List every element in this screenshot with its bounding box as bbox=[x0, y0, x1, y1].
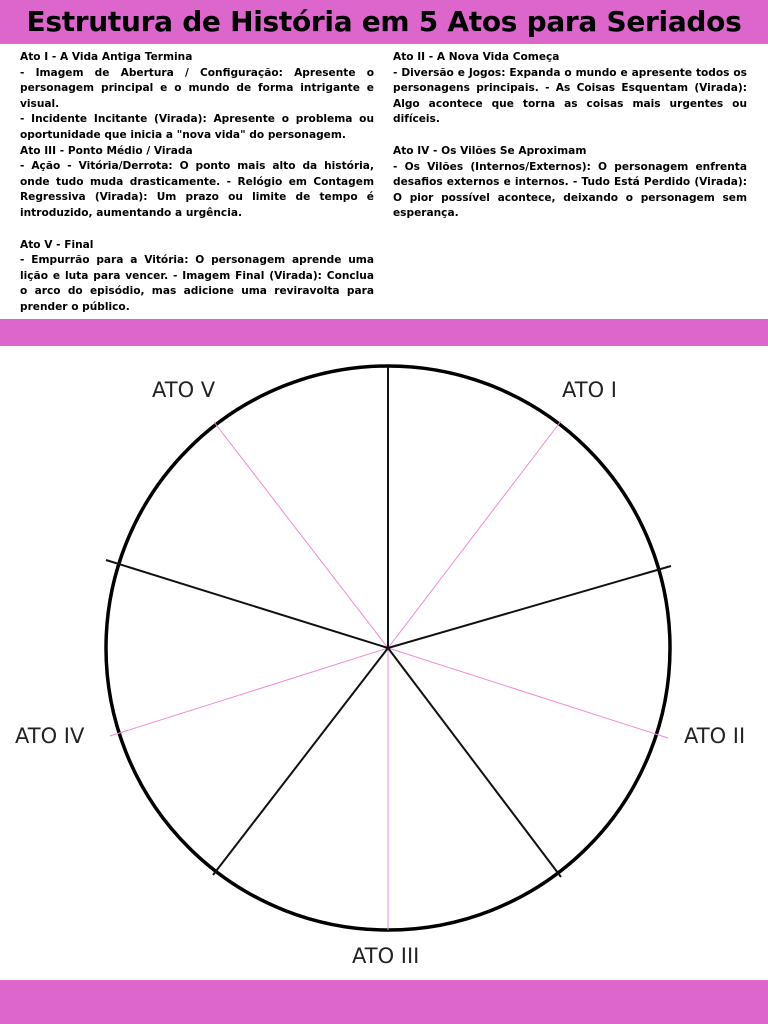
act-iii-line-1: - Ação - Vitória/Derrota: O ponto mais alto da história, onde tudo muda drasticamente. - Relógio em Contagem Regressiva (Virada): Um prazo ou limite de tempo é introduzido, aumentando a urgência. bbox=[20, 160, 374, 219]
label-ato-ii: ATO II bbox=[684, 724, 746, 748]
act-v-heading: Ato V - Final bbox=[20, 238, 94, 251]
act-iii-description bbox=[20, 144, 374, 222]
act-i-heading: Ato I - A Vida Antiga Termina bbox=[20, 51, 193, 63]
divider-band bbox=[0, 319, 768, 346]
act-iv-description bbox=[393, 144, 747, 222]
page-title: Estrutura de História em 5 Atos para Seriados bbox=[26, 5, 742, 38]
footer-band bbox=[0, 980, 768, 1024]
act-iv-line-1: - Os Vilões (Internos/Externos): O personagem enfrenta desafios externos e internos. - Tudo Está Perdido (Virada): O pior possível acontece, deixando o personagem sem esperança. bbox=[393, 160, 747, 220]
act-v-line-1: - Empurrão para a Vitória: O personagem aprende uma lição e luta para vencer. - Imagem Final (Virada): Conclua o arco do episódio, mas adicione uma reviravolta para prender o público. bbox=[20, 254, 374, 313]
act-i-line-2: - Incidente Incitante (Virada): Apresente o problema ou oportunidade que inicia a "nova vida" do personagem. bbox=[20, 113, 374, 141]
act-ii-line-1: - Diversão e Jogos: Expanda o mundo e apresente todos os personagens principais. - As Coisas Esquentam (Virada): Algo acontece que torna as coisas mais urgentes ou difíceis. bbox=[393, 66, 747, 126]
right-text-column bbox=[393, 50, 747, 222]
act-iv-heading: Ato IV - Os Vilões Se Aproximam bbox=[393, 144, 587, 157]
act-ii-description bbox=[393, 50, 747, 128]
left-text-column bbox=[20, 50, 374, 316]
act-i-description bbox=[20, 50, 374, 144]
label-ato-i: ATO I bbox=[562, 378, 617, 402]
act-ii-heading: Ato II - A Nova Vida Começa bbox=[393, 51, 560, 63]
spacer bbox=[20, 222, 374, 238]
label-ato-v: ATO V bbox=[152, 378, 216, 402]
act-iii-heading: Ato III - Ponto Médio / Virada bbox=[20, 144, 193, 157]
act-v-description bbox=[20, 238, 374, 316]
act-i-line-1: - Imagem de Abertura / Configuração: Apresente o personagem principal e o mundo de forma intrigante e visual. bbox=[20, 66, 374, 110]
label-ato-iii: ATO III bbox=[352, 944, 420, 968]
spacer bbox=[393, 128, 747, 144]
five-act-wheel bbox=[0, 346, 768, 980]
label-ato-iv: ATO IV bbox=[15, 724, 85, 748]
